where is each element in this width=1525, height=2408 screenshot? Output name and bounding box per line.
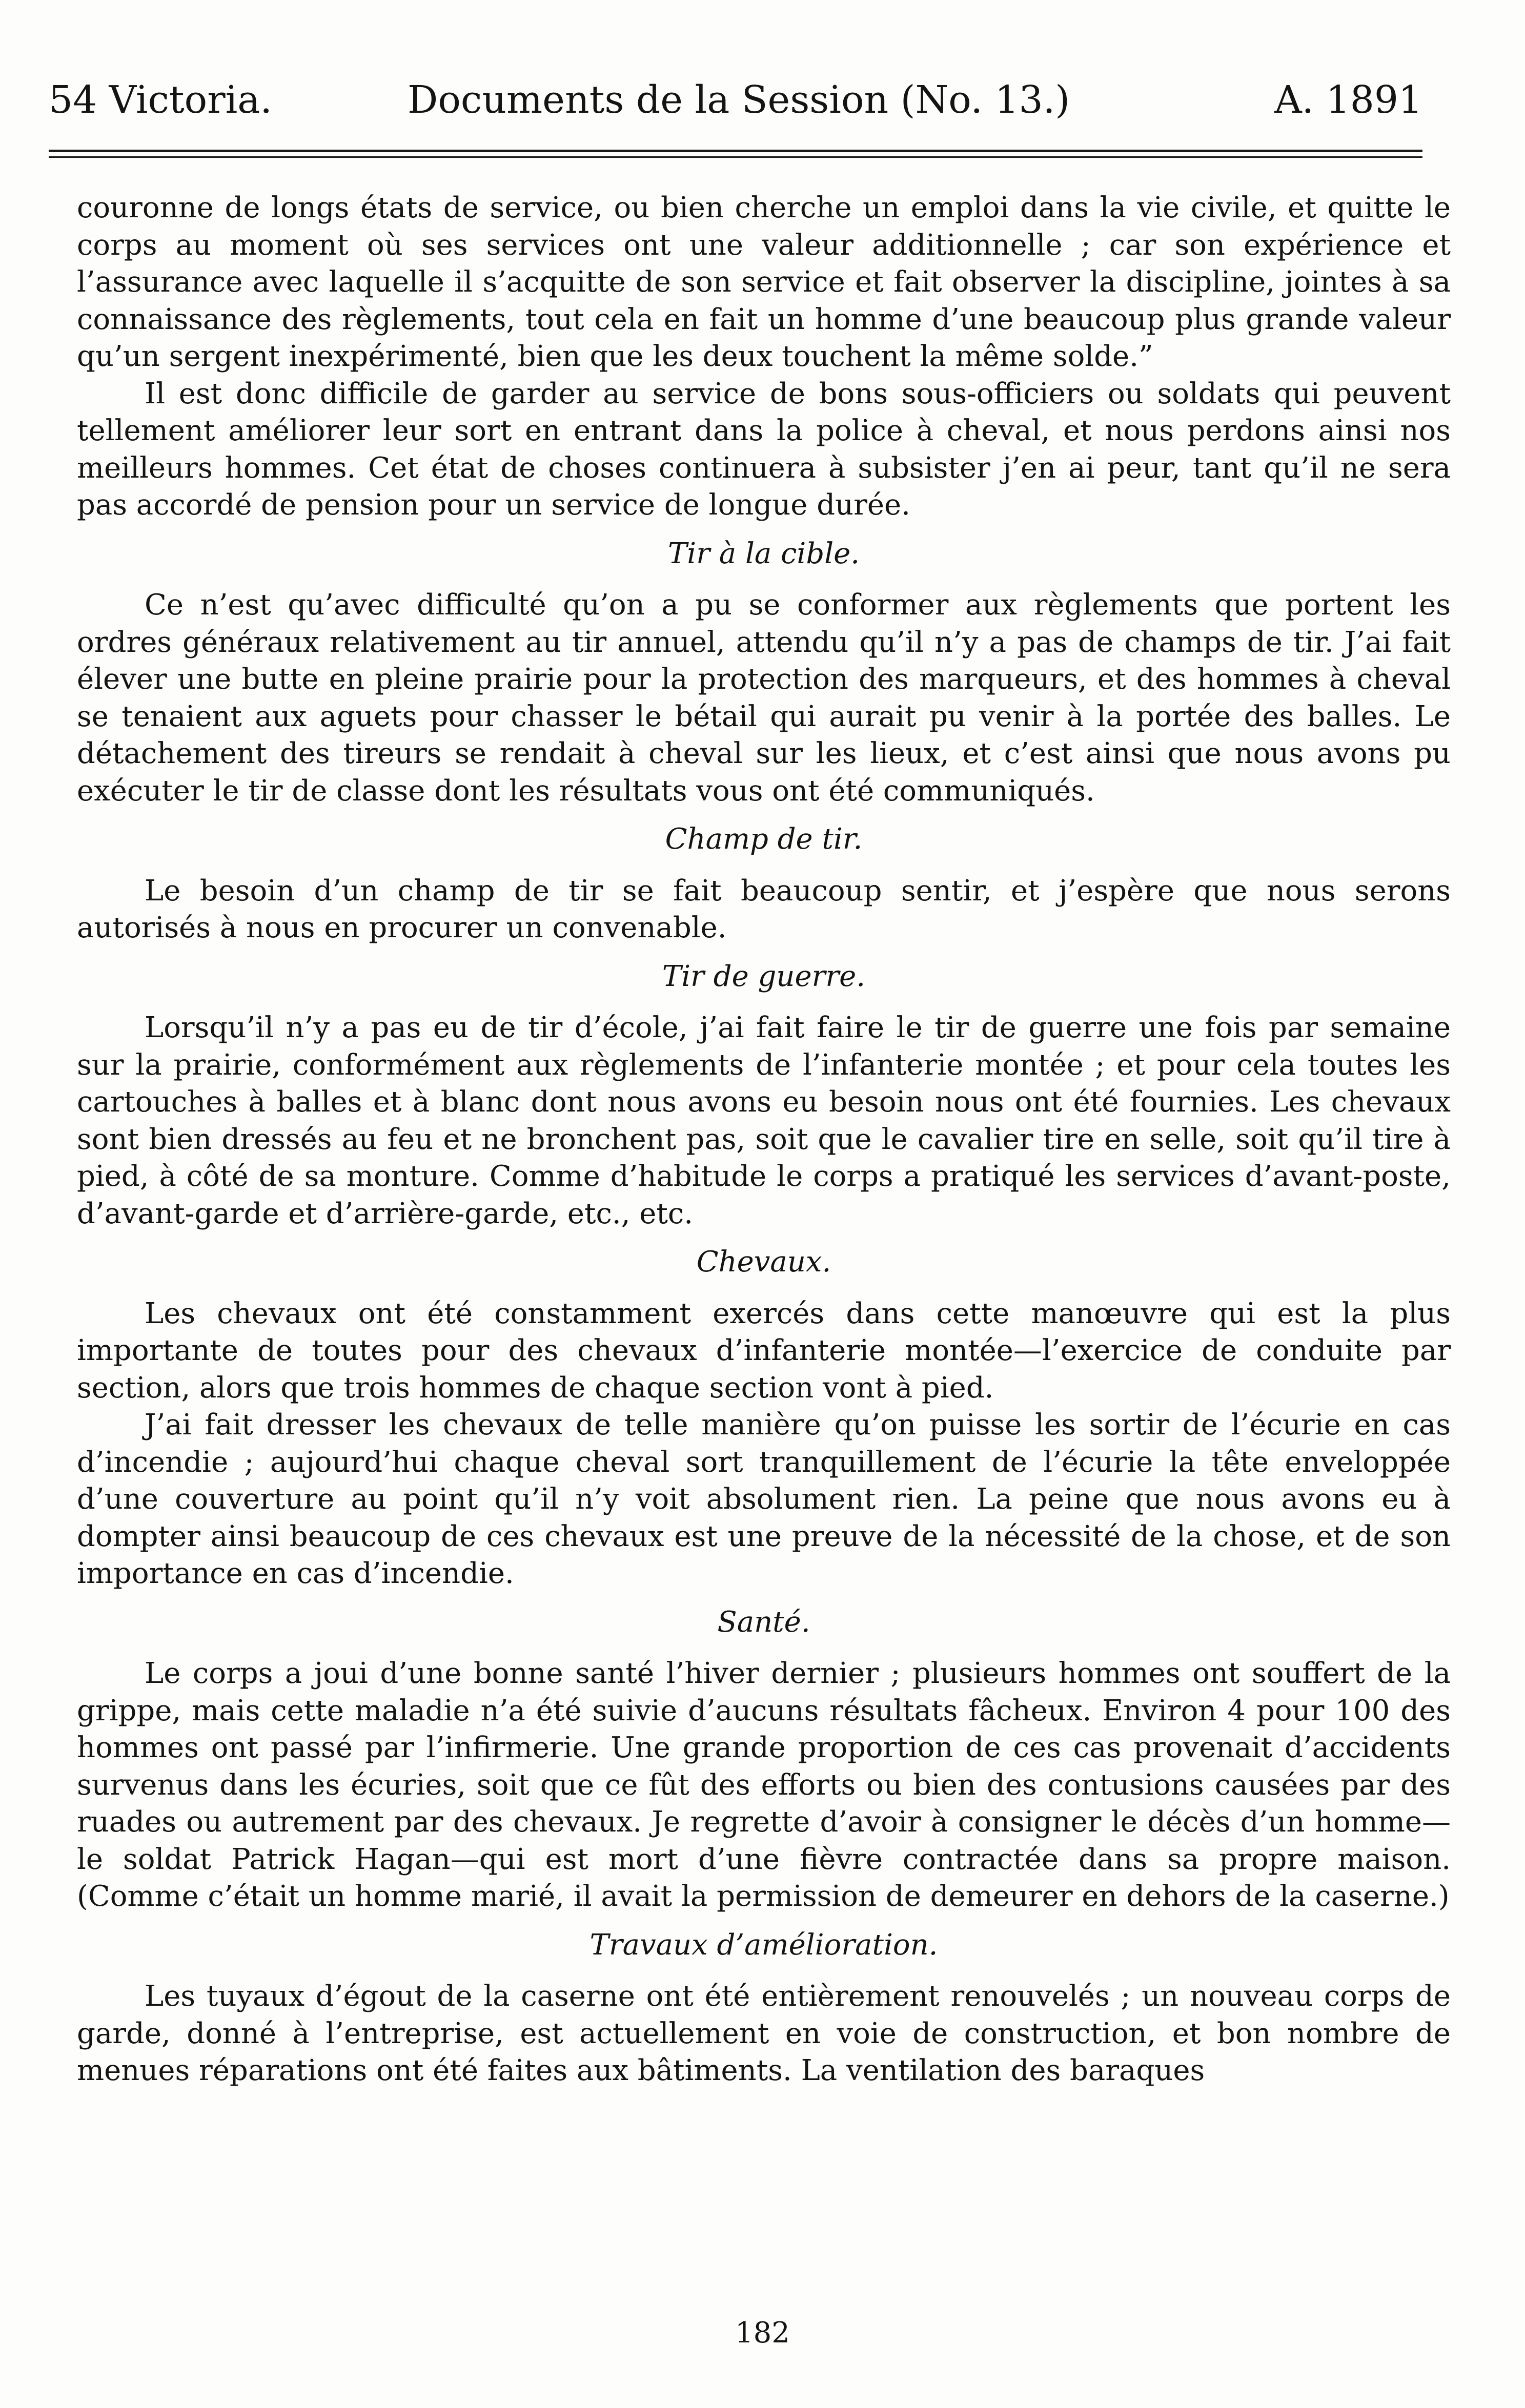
page-number: 182 [735,2316,790,2350]
paragraph: Le besoin d’un champ de tir se fait beaucoup sentir, et j’espère que nous serons autorisés à nous en procurer un convenable. [77,874,1451,944]
section-heading-chevaux: Chevaux. [696,1245,831,1279]
body-text [77,190,1451,2090]
section-heading-champ-de-tir: Champ de tir. [665,822,863,856]
paragraph: Il est donc difficile de garder au service de bons sous-officiers ou soldats qui peuvent tellement améliorer leur sort en entrant dans la police à cheval, et nous perdons ainsi nos meilleurs hommes. Cet état de choses continuera à subsister j’en ai peur, tant qu’il ne sera pas accordé de pension pour un service de longue durée. [77,377,1451,522]
paragraph: Lorsqu’il n’y a pas eu de tir d’école, j’ai fait faire le tir de guerre une fois par semaine sur la prairie, conformément aux règlements de l’infanterie montée ; et pour cela toutes les cartouches à balles et à blanc dont nous avons eu besoin nous ont été fournies. Les chevaux sont bien dressés au feu et ne bronchent pas, soit que le cavalier tire en selle, soit qu’il tire à pied, à côté de sa monture. Comme d’habitude le corps a pratiqué les services d’avant-poste, d’avant-garde et d’arrière-garde, etc., etc. [77,1011,1451,1230]
header-year: A. 1891 [1274,78,1422,122]
section-heading-travaux-amelioration: Travaux d’amélioration. [589,1928,938,1962]
paragraph: Les tuyaux d’égout de la caserne ont été entièrement renouvelés ; un nouveau corps de garde, donné à l’entreprise, est actuellement en voie de construction, et bon nombre de menues réparations ont été faites aux bâtiments. La ventilation des baraques [77,1980,1451,2087]
header-volume: 54 Victoria. [49,78,272,122]
running-header [49,72,1422,128]
section-heading-sante: Santé. [717,1605,810,1639]
section-heading-tir-a-la-cible: Tir à la cible. [667,537,860,570]
paragraph: Ce n’est qu’avec difficulté qu’on a pu se conformer aux règlements que portent les ordres généraux relativement au tir annuel, attendu qu’il n’y a pas de champs de tir. J’ai fait élever une butte en pleine prairie pour la protection des marqueurs, et des hommes à cheval se tenaient aux aguets pour chasser le bétail qui aurait pu venir à la portée des balles. Le détachement des tireurs se rendait à cheval sur les lieux, et c’est ainsi que nous avons pu exécuter le tir de classe dont les résultats vous ont été communiqués. [77,588,1451,808]
paragraph: J’ai fait dresser les chevaux de telle manière qu’on puisse les sortir de l’écurie en cas d’incendie ; aujourd’hui chaque cheval sort tranquillement de l’écurie la tête enveloppée d’une couverture au point qu’il n’y voit absolument rien. La peine que nous avons eu à dompter ainsi beaucoup de ces chevaux est une preuve de la nécessité de la chose, et de son importance en cas d’incendie. [77,1408,1451,1590]
header-title: Documents de la Session (No. 13.) [408,78,1070,122]
paragraph: couronne de longs états de service, ou bien cherche un emploi dans la vie civile, et quitte le corps au moment où ses services ont une valeur additionnelle ; car son expérience et l’assurance avec laquelle il s’acquitte de son service et fait observer la discipline, jointes à sa connaissance des règlements, tout cela en fait un homme d’une beaucoup plus grande valeur qu’un sergent inexpérimenté, bien que les deux touchent la même solde.” [77,191,1451,373]
paragraph: Les chevaux ont été constamment exercés dans cette manœuvre qui est la plus importante de toutes pour des chevaux d’infanterie montée—l’exercice de conduite par section, alors que trois hommes de chaque section vont à pied. [77,1296,1451,1405]
header-rule-thick [49,150,1422,152]
paragraph: Le corps a joui d’une bonne santé l’hiver dernier ; plusieurs hommes ont souffert de la grippe, mais cette maladie n’a été suivie d’aucuns résultats fâcheux. Environ 4 pour 100 des hommes ont passé par l’infirmerie. Une grande proportion de ces cas provenait d’accidents survenus dans les écuries, soit que ce fût des efforts ou bien des contusions causées par des ruades ou autrement par des chevaux. Je regrette d’avoir à consigner le décès d’un homme—le soldat Patrick Hagan—qui est mort d’une fièvre contractée dans sa propre maison. (Comme c’était un homme marié, il avait la permission de demeurer en dehors de la caserne.) [77,1657,1451,1913]
header-rule-thin [49,156,1422,158]
section-heading-tir-de-guerre: Tir de guerre. [662,959,866,993]
